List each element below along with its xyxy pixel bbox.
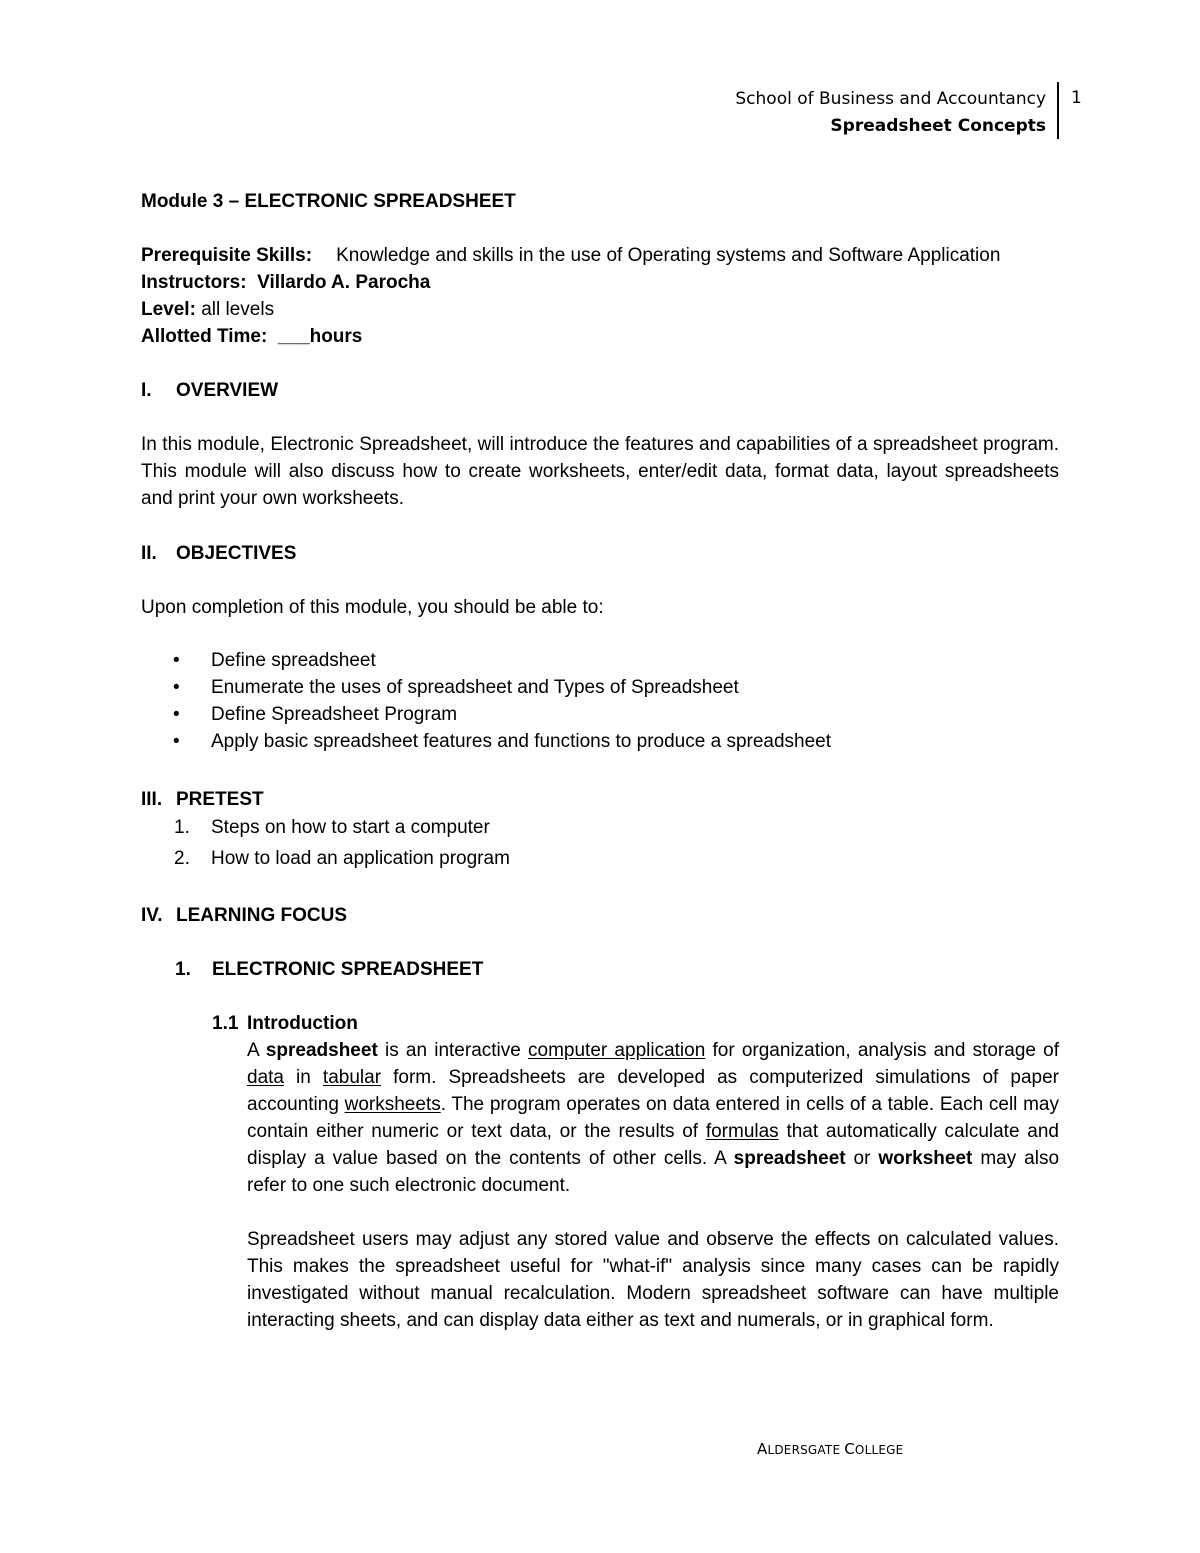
link-data[interactable]: data xyxy=(247,1067,284,1088)
objectives-list xyxy=(141,647,1041,755)
objectives-heading-num: II. xyxy=(141,543,157,564)
prereq-value: Knowledge and skills in the use of Operating systems and Software Application xyxy=(336,245,1001,266)
item-text: How to load an application program xyxy=(211,848,510,869)
subsection-title: Introduction xyxy=(247,1013,358,1034)
item-number: 2. xyxy=(174,848,190,869)
objectives-heading-text: OBJECTIVES xyxy=(176,543,297,564)
link-tabular[interactable]: tabular xyxy=(322,1067,382,1088)
level-row xyxy=(141,296,1101,323)
para-text: for organization, analysis and storage of xyxy=(705,1040,1059,1061)
section-num: 1. xyxy=(175,959,191,980)
bullet-icon: • xyxy=(173,731,180,752)
section-heading xyxy=(175,956,483,983)
learning-focus-heading-num: IV. xyxy=(141,905,163,926)
term-spreadsheet: spreadsheet xyxy=(733,1148,846,1169)
time-label: Allotted Time: xyxy=(141,326,268,347)
footer-text: LDERSGATE xyxy=(767,1443,845,1457)
footer-initial: C xyxy=(844,1440,855,1458)
pretest-heading xyxy=(141,786,264,813)
list-item xyxy=(141,647,1041,674)
para-text: that automatically calculate and display a value based on the contents of other cells. A xyxy=(247,1121,1059,1169)
term-spreadsheet: spreadsheet xyxy=(265,1040,378,1061)
para-text: in xyxy=(283,1067,323,1088)
level-value: all levels xyxy=(201,299,275,320)
item-number: 1. xyxy=(174,817,190,838)
module-title: Module 3 – ELECTRONIC SPREADSHEET xyxy=(141,191,516,212)
prereq-row xyxy=(141,242,1101,269)
list-item xyxy=(141,674,1041,701)
para-text: form. Spreadsheets are developed as computerized simulations of paper accounting xyxy=(247,1067,1059,1115)
para-text: . The program operates on data entered in cells of a table. Each cell may contain either numeric or text data, or the results of xyxy=(247,1094,1059,1142)
objective-text: Enumerate the uses of spreadsheet and Types of Spreadsheet xyxy=(211,677,739,698)
link-computer-application[interactable]: computer application xyxy=(528,1040,706,1061)
level-label: Level: xyxy=(141,299,196,320)
time-row xyxy=(141,323,1101,350)
para-text: or xyxy=(845,1148,879,1169)
bullet-icon: • xyxy=(173,650,180,671)
intro-paragraph-2: Spreadsheet users may adjust any stored value and observe the effects on calculated values. This makes the spreadsheet useful for "what-if" analysis since many cases can be rapidly investigated without manual recalculation. Modern spreadsheet software can have multiple interacting sheets, and can display data either as text and numerals, or in graphical form. xyxy=(247,1229,1059,1331)
instructors-row xyxy=(141,269,1101,296)
header-divider xyxy=(1057,82,1059,139)
learning-focus-heading xyxy=(141,902,347,929)
overview-heading-text: OVERVIEW xyxy=(176,380,279,401)
list-item xyxy=(141,701,1041,728)
para-text: A xyxy=(247,1040,266,1061)
objectives-intro: Upon completion of this module, you should be able to: xyxy=(141,597,604,618)
info-block xyxy=(141,242,1101,350)
objective-text: Apply basic spreadsheet features and functions to produce a spreadsheet xyxy=(211,731,832,752)
list-item xyxy=(141,812,1041,843)
learning-focus-heading-text: LEARNING FOCUS xyxy=(176,905,347,926)
page-number: 1 xyxy=(1071,88,1082,108)
instructors-value: Villardo A. Parocha xyxy=(257,272,431,293)
subsection-num: 1.1 xyxy=(212,1013,239,1034)
overview-heading xyxy=(141,377,278,404)
page-footer xyxy=(757,1440,903,1458)
objective-text: Define Spreadsheet Program xyxy=(211,704,458,725)
intro-paragraph-1 xyxy=(247,1037,1059,1199)
bullet-icon: • xyxy=(173,704,180,725)
pretest-list xyxy=(141,812,1041,874)
list-item xyxy=(141,728,1041,755)
item-text: Steps on how to start a computer xyxy=(211,817,490,838)
section-title: ELECTRONIC SPREADSHEET xyxy=(212,959,484,980)
header-school: School of Business and Accountancy xyxy=(735,89,1046,109)
footer-text: OLLEGE xyxy=(854,1443,904,1457)
page-header xyxy=(735,86,1046,140)
list-item xyxy=(141,843,1041,874)
subsection-heading xyxy=(212,1010,358,1037)
overview-heading-num: I. xyxy=(141,380,152,401)
pretest-heading-num: III. xyxy=(141,789,163,810)
overview-text: In this module, Electronic Spreadsheet, will introduce the features and capabilities of a spreadsheet program. This module will also discuss how to create worksheets, enter/edit data, format data, layout spreadsheets and print your own worksheets. xyxy=(141,434,1059,509)
prereq-label: Prerequisite Skills: xyxy=(141,245,313,266)
para-text: is an interactive xyxy=(377,1040,529,1061)
pretest-heading-text: PRETEST xyxy=(176,789,264,810)
para-text: may also refer to one such electronic document. xyxy=(247,1148,1060,1196)
objective-text: Define spreadsheet xyxy=(211,650,376,671)
time-value: ___hours xyxy=(277,326,363,347)
term-worksheet: worksheet xyxy=(878,1148,973,1169)
link-formulas[interactable]: formulas xyxy=(705,1121,779,1142)
instructors-label: Instructors: xyxy=(141,272,247,293)
header-subject: Spreadsheet Concepts xyxy=(830,116,1046,136)
objectives-heading xyxy=(141,540,296,567)
link-worksheets[interactable]: worksheets xyxy=(344,1094,441,1115)
bullet-icon: • xyxy=(173,677,180,698)
footer-initial: A xyxy=(757,1440,768,1458)
